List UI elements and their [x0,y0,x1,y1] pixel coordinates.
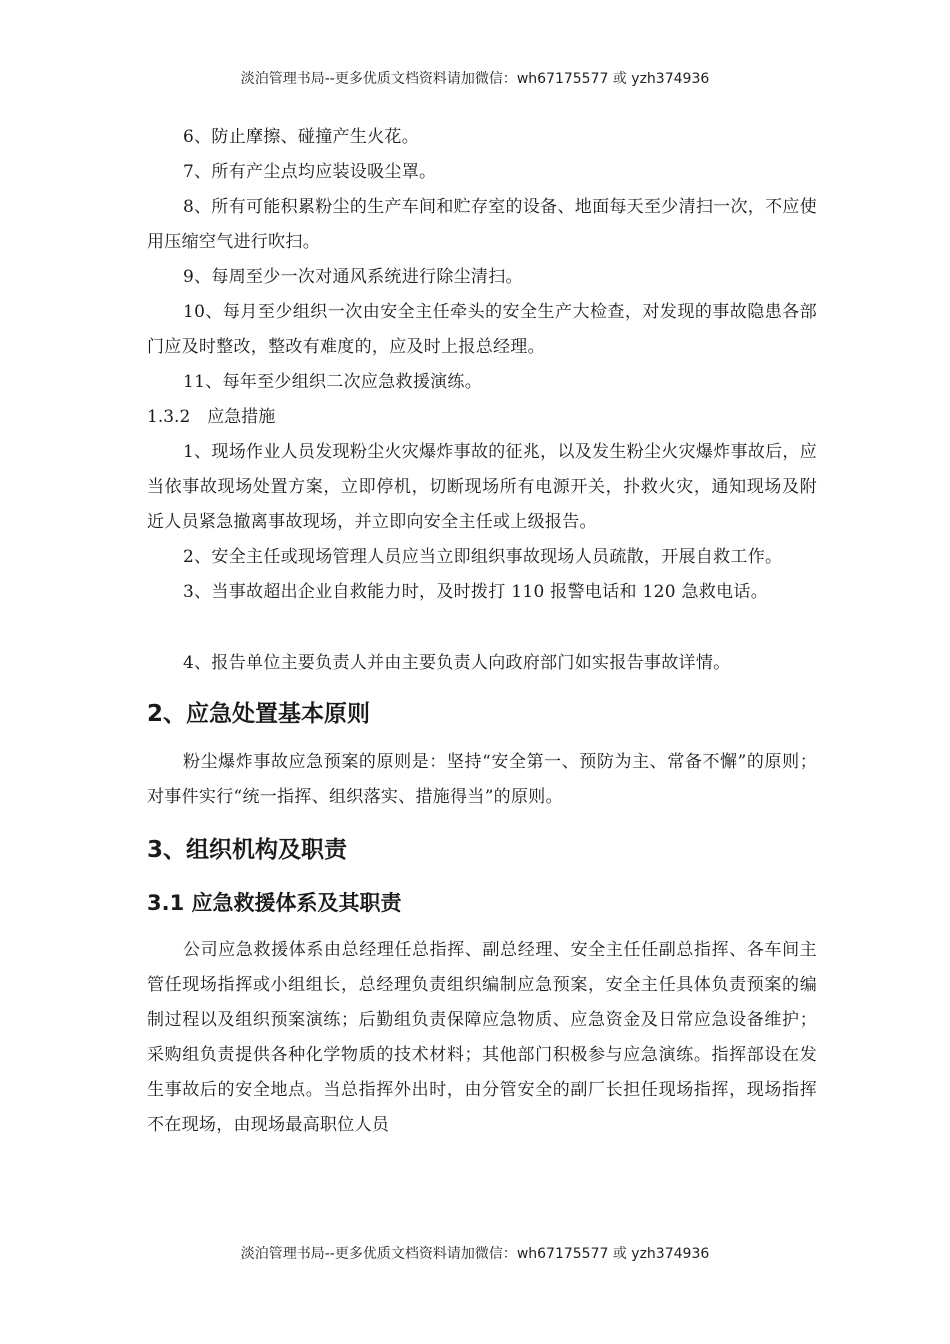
list-item: 10、每月至少组织一次由安全主任牵头的安全生产大检查，对发现的事故隐患各部门应及时整改，整改有难度的，应及时上报总经理。 [147,302,817,357]
measure-item: 1、现场作业人员发现粉尘火灾爆炸事故的征兆，以及发生粉尘火灾爆炸事故后，应当依事故现场处置方案，立即停机，切断现场所有电源开关，扑救火灾，通知现场及附近人员紧急撤离事故现场，并立即向安全主任或上级报告。 [147,442,817,532]
section-3-heading: 3、组织机构及职责 [147,837,348,863]
page-header: 淡泊管理书局--更多优质文档资料请加微信：wh67175577 或 yzh374936 [240,71,710,87]
section-3-1-body: 公司应急救援体系由总经理任总指挥、副总经理、安全主任任副总指挥、各车间主管任现场指挥或小组组长，总经理负责组织编制应急预案，安全主任具体负责预案的编制过程以及组织预案演练；后勤组负责保障应急物质、应急资金及日常应急设备维护；采购组负责提供各种化学物质的技术材料；其他部门积极参与应急演练。指挥部设在发生事故后的安全地点。当总指挥外出时，由分管安全的副厂长担任现场指挥，现场指挥不在现场，由现场最高职位人员 [147,940,817,1135]
list-item: 8、所有可能积累粉尘的生产车间和贮存室的设备、地面每天至少清扫一次，不应使用压缩空气进行吹扫。 [147,197,817,252]
list-item: 6、防止摩擦、碰撞产生火花。 [183,127,420,147]
section-2-body: 粉尘爆炸事故应急预案的原则是：坚持“安全第一、预防为主、常备不懈”的原则；对事件实行“统一指挥、组织落实、措施得当”的原则。 [147,752,817,807]
document-body [147,120,817,1143]
measure-item: 2、安全主任或现场管理人员应当立即组织事故现场人员疏散，开展自救工作。 [183,547,783,567]
subsection-title: 1.3.2 应急措施 [147,407,276,427]
list-item: 11、每年至少组织二次应急救援演练。 [183,372,483,392]
section-2-heading: 2、应急处置基本原则 [147,701,371,727]
page-footer: 淡泊管理书局--更多优质文档资料请加微信：wh67175577 或 yzh374936 [240,1246,710,1262]
section-3-1-heading: 3.1 应急救援体系及其职责 [147,891,402,915]
spacer [147,610,817,646]
measure-item: 3、当事故超出企业自救能力时，及时拨打 110 报警电话和 120 急救电话。 [183,582,769,602]
measure-item: 4、报告单位主要负责人并由主要负责人向政府部门如实报告事故详情。 [183,653,731,673]
list-item: 9、每周至少一次对通风系统进行除尘清扫。 [183,267,523,287]
list-item: 7、所有产尘点均应装设吸尘罩。 [183,162,437,182]
